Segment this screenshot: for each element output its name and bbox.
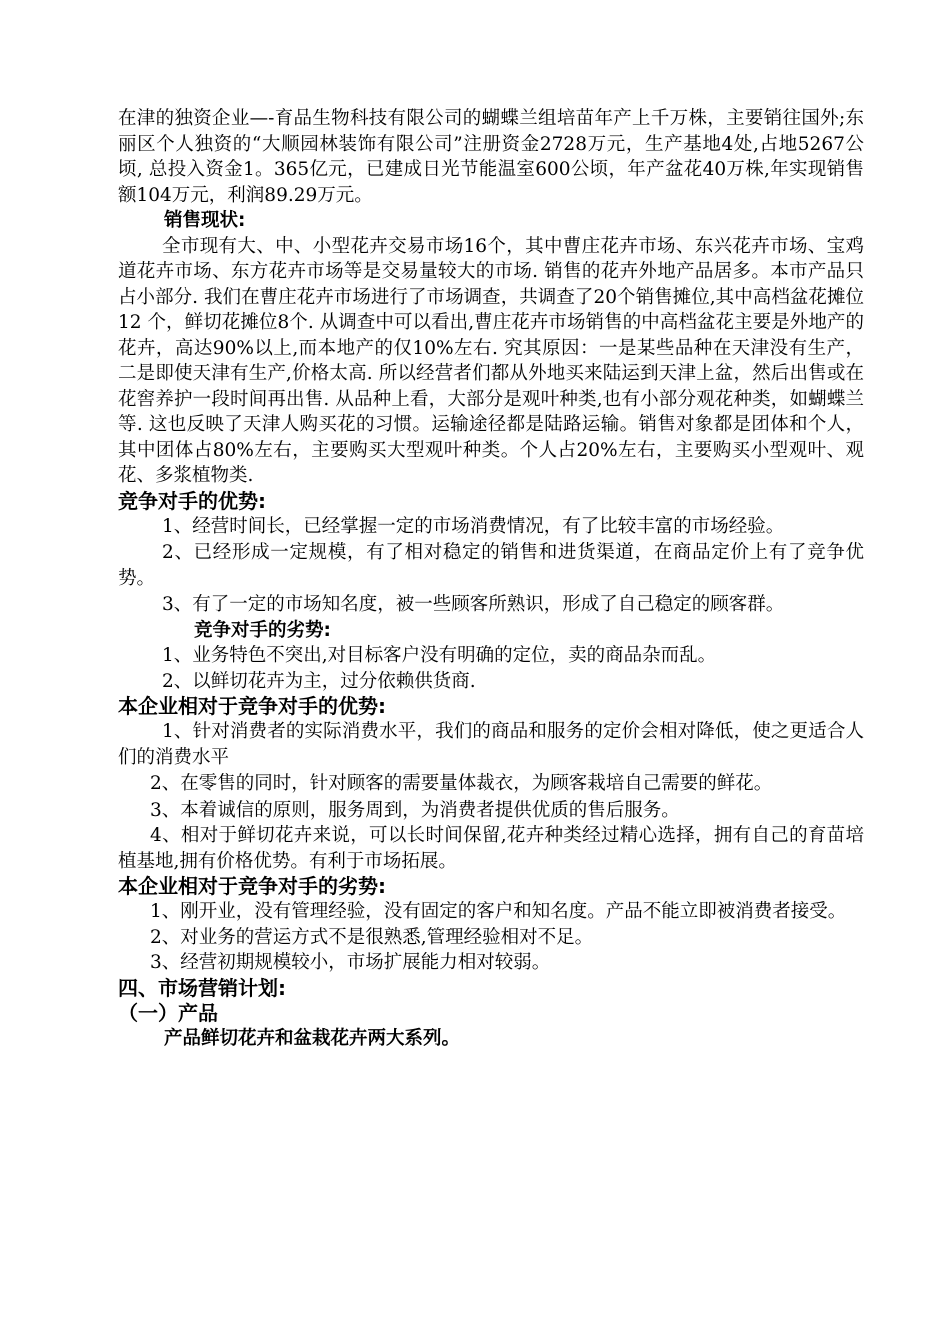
heading-sales-status: 销售现状: xyxy=(164,210,246,231)
our-disadvantage-3: 3、经营初期规模较小，市场扩展能力相对较弱。 xyxy=(150,952,551,973)
document-page xyxy=(118,106,864,1051)
paragraph-sales-status: 全市现有大、中、小型花卉交易市场16个，其中曹庄花卉市场、东兴花卉市场、宝鸡道花卉市场、东方花卉市场等是交易量较大的市场. 销售的花卉外地产品居多。本市产品只占小部分. 我们在曹庄花卉市场进行了市场调查，共调查了20个销售摊位,其中高档盆花摊位12 个，鲜切花摊位8个. 从调查中可以看出,曹庄花卉市场销售的中高档盆花主要是外地产的花卉，高达90%以上,而本地产的仅10%左右. 究其原因：一是某些品种在天津没有生产，二是即使天津有生产,价格太高. 所以经营者们都从外地买来陆运到天津上盆，然后出售或在花窖养护一段时间再出售. 从品种上看，大部分是观叶种类,也有小部分观花种类，如蝴蝶兰等. 这也反映了天津人购买花的习惯。运输途径都是陆路运输。销售对象都是团体和个人，其中团体占80%左右，主要购买大型观叶种类。个人占20%左右，主要购买小型观叶、观花、多浆植物类. xyxy=(118,235,864,486)
competitor-advantage-3: 3、有了一定的市场知名度，被一些顾客所熟识，形成了自己稳定的顾客群。 xyxy=(162,594,785,615)
our-advantage-2: 2、在零售的同时，针对顾客的需要量体裁衣，为顾客栽培自己需要的鲜花。 xyxy=(150,773,773,794)
our-advantage-4: 4、相对于鲜切花卉来说，可以长时间保留,花卉种类经过精心选择，拥有自己的育苗培植基地,拥有价格优势。有利于市场拓展。 xyxy=(118,825,864,872)
competitor-advantage-1: 1、经营时间长，已经掌握一定的市场消费情况，有了比较丰富的市场经验。 xyxy=(162,515,785,537)
heading-competitor-disadvantages: 竞争对手的劣势: xyxy=(194,619,331,641)
paragraph-enterprises: 在津的独资企业—-育品生物科技有限公司的蝴蝶兰组培苗年产上千万株，主要销往国外;东丽区个人独资的“大顺园林装饰有限公司”注册资金2728万元，生产基地4处,占地5267公顷, 总投入资金1。365亿元，已建成日光节能温室600公顷，年产盆花40万株,年实现销售额104万元，利润89.29万元。 xyxy=(118,108,864,206)
heading-competitor-advantages: 竞争对手的优势: xyxy=(118,488,266,513)
our-advantage-3: 3、本着诚信的原则，服务周到，为消费者提供优质的售后服务。 xyxy=(150,799,680,821)
our-disadvantage-1: 1、刚开业，没有管理经验，没有固定的客户和知名度。产品不能立即被消费者接受。 xyxy=(150,901,847,922)
competitor-disadvantage-1: 1、业务特色不突出,对目标客户没有明确的定位，卖的商品杂而乱。 xyxy=(162,645,717,666)
heading-marketing-plan: 四、市场营销计划: xyxy=(118,975,286,1000)
heading-product: （一）产品 xyxy=(118,1000,218,1025)
our-advantage-1: 1、针对消费者的实际消费水平，我们的商品和服务的定价会相对降低，使之更适合人们的消费水平 xyxy=(118,721,864,768)
product-series-line: 产品鲜切花卉和盆栽花卉两大系列。 xyxy=(164,1027,461,1049)
heading-our-advantages: 本企业相对于竞争对手的优势: xyxy=(118,694,386,718)
heading-our-disadvantages: 本企业相对于竞争对手的劣势: xyxy=(118,874,386,898)
competitor-disadvantage-2: 2、以鲜切花卉为主，过分依赖供货商. xyxy=(162,670,476,692)
our-disadvantage-2: 2、对业务的营运方式不是很熟悉,管理经验相对不足。 xyxy=(150,926,594,948)
competitor-advantage-2: 2、已经形成一定规模，有了相对稳定的销售和进货渠道，在商品定价上有了竞争优势。 xyxy=(118,542,864,589)
